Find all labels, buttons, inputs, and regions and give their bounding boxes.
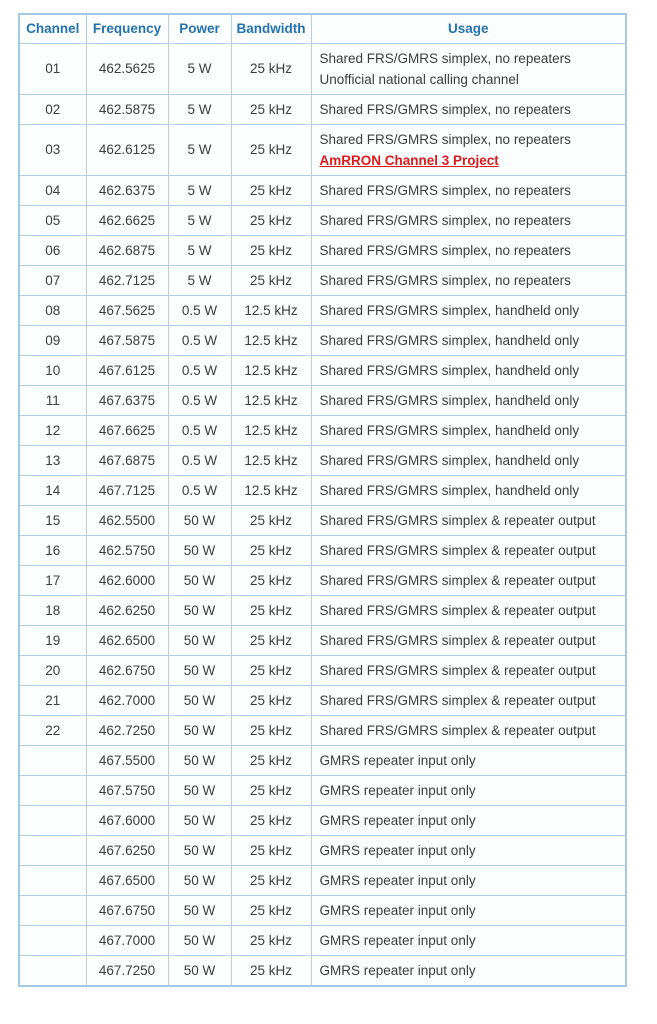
bandwidth-cell: 25 kHz [231,124,311,175]
frequency-cell: 467.6375 [86,385,168,415]
power-cell: 50 W [168,655,231,685]
frequency-cell: 462.7250 [86,715,168,745]
bandwidth-cell: 25 kHz [231,925,311,955]
channel-cell [19,865,86,895]
frequency-cell: 462.6250 [86,595,168,625]
usage-text: Shared FRS/GMRS simplex, no repeaters [319,131,571,147]
channel-cell: 02 [19,94,86,124]
usage-text: GMRS repeater input only [319,752,476,768]
frequency-cell: 467.6625 [86,415,168,445]
usage-cell [311,955,626,986]
frequency-cell: 467.7000 [86,925,168,955]
frequency-cell: 467.7125 [86,475,168,505]
frequency-cell: 462.6625 [86,205,168,235]
bandwidth-cell: 25 kHz [231,535,311,565]
usage-cell [311,295,626,325]
channel-cell: 16 [19,535,86,565]
frequency-cell: 462.6500 [86,625,168,655]
channel-cell [19,835,86,865]
table-row [19,835,626,865]
channel-cell: 21 [19,685,86,715]
table-header [19,14,626,43]
table-row [19,355,626,385]
channel-cell: 13 [19,445,86,475]
channel-cell: 06 [19,235,86,265]
usage-cell [311,325,626,355]
usage-cell [311,385,626,415]
frequency-cell: 467.6500 [86,865,168,895]
power-cell: 50 W [168,775,231,805]
usage-cell [311,625,626,655]
channel-cell: 11 [19,385,86,415]
bandwidth-cell: 12.5 kHz [231,325,311,355]
usage-cell [311,94,626,124]
usage-cell [311,655,626,685]
usage-text: Shared FRS/GMRS simplex, handheld only [319,392,580,408]
frequency-cell: 467.5500 [86,745,168,775]
bandwidth-cell: 25 kHz [231,775,311,805]
bandwidth-cell: 25 kHz [231,43,311,94]
power-cell: 50 W [168,535,231,565]
channel-cell [19,895,86,925]
usage-text: GMRS repeater input only [319,872,476,888]
frequency-cell: 467.6250 [86,835,168,865]
table-row [19,715,626,745]
usage-text: GMRS repeater input only [319,842,476,858]
usage-text: Shared FRS/GMRS simplex, handheld only [319,452,580,468]
usage-cell [311,124,626,175]
power-cell: 0.5 W [168,475,231,505]
bandwidth-cell: 25 kHz [231,205,311,235]
table-row [19,955,626,986]
column-header-bandwidth: Bandwidth [231,14,311,43]
table-row [19,235,626,265]
channel-cell: 01 [19,43,86,94]
table-row [19,295,626,325]
power-cell: 5 W [168,235,231,265]
table-row [19,94,626,124]
power-cell: 0.5 W [168,355,231,385]
table-row [19,895,626,925]
column-header-power: Power [168,14,231,43]
bandwidth-cell: 25 kHz [231,94,311,124]
usage-text: Shared FRS/GMRS simplex, handheld only [319,302,580,318]
power-cell: 0.5 W [168,295,231,325]
power-cell: 0.5 W [168,445,231,475]
bandwidth-cell: 12.5 kHz [231,385,311,415]
channel-cell: 03 [19,124,86,175]
bandwidth-cell: 25 kHz [231,595,311,625]
column-header-usage: Usage [311,14,626,43]
table-row [19,265,626,295]
power-cell: 50 W [168,865,231,895]
power-cell: 50 W [168,955,231,986]
power-cell: 50 W [168,715,231,745]
usage-cell [311,475,626,505]
usage-cell [311,535,626,565]
usage-text: Shared FRS/GMRS simplex, no repeaters [319,182,571,198]
usage-text: GMRS repeater input only [319,902,476,918]
amrron-channel-3-link[interactable]: AmRRON Channel 3 Project [319,152,499,168]
header-row [19,14,626,43]
usage-text: Shared FRS/GMRS simplex, no repeaters [319,212,571,228]
bandwidth-cell: 12.5 kHz [231,355,311,385]
channel-cell [19,955,86,986]
channel-cell: 17 [19,565,86,595]
usage-text: Shared FRS/GMRS simplex, handheld only [319,422,580,438]
bandwidth-cell: 12.5 kHz [231,295,311,325]
power-cell: 50 W [168,595,231,625]
bandwidth-cell: 25 kHz [231,805,311,835]
usage-text: Shared FRS/GMRS simplex & repeater output [319,722,596,738]
frequency-cell: 462.6375 [86,175,168,205]
channel-cell: 22 [19,715,86,745]
usage-cell [311,235,626,265]
usage-cell [311,205,626,235]
power-cell: 50 W [168,835,231,865]
channel-cell: 19 [19,625,86,655]
usage-text: Shared FRS/GMRS simplex, no repeaters [319,101,571,117]
frequency-cell: 462.5500 [86,505,168,535]
power-cell: 5 W [168,94,231,124]
usage-text: Shared FRS/GMRS simplex & repeater output [319,632,596,648]
bandwidth-cell: 25 kHz [231,745,311,775]
frequency-cell: 462.6875 [86,235,168,265]
bandwidth-cell: 25 kHz [231,955,311,986]
table-row [19,925,626,955]
frequency-cell: 467.5875 [86,325,168,355]
usage-text: Shared FRS/GMRS simplex & repeater output [319,542,596,558]
usage-cell [311,835,626,865]
bandwidth-cell: 25 kHz [231,565,311,595]
usage-text: Shared FRS/GMRS simplex & repeater output [319,512,596,528]
channel-cell: 12 [19,415,86,445]
usage-cell [311,745,626,775]
power-cell: 0.5 W [168,385,231,415]
frequency-cell: 467.5750 [86,775,168,805]
frequency-cell: 467.6125 [86,355,168,385]
bandwidth-cell: 12.5 kHz [231,475,311,505]
bandwidth-cell: 25 kHz [231,625,311,655]
usage-cell [311,865,626,895]
frequency-cell: 462.5750 [86,535,168,565]
usage-cell [311,565,626,595]
table-row [19,745,626,775]
power-cell: 5 W [168,175,231,205]
channel-cell: 20 [19,655,86,685]
channel-cell: 09 [19,325,86,355]
power-cell: 50 W [168,895,231,925]
usage-text: Shared FRS/GMRS simplex, no repeaters [319,272,571,288]
frequency-cell: 467.7250 [86,955,168,986]
frequency-cell: 462.7000 [86,685,168,715]
table-row [19,625,626,655]
frequency-cell: 467.6000 [86,805,168,835]
channel-cell: 10 [19,355,86,385]
usage-text: Shared FRS/GMRS simplex, no repeaters [319,242,571,258]
channel-cell [19,745,86,775]
frequency-cell: 462.6125 [86,124,168,175]
usage-cell [311,925,626,955]
frequency-cell: 467.6875 [86,445,168,475]
frequency-cell: 462.5625 [86,43,168,94]
table-row [19,124,626,175]
frequency-cell: 467.5625 [86,295,168,325]
bandwidth-cell: 12.5 kHz [231,445,311,475]
power-cell: 0.5 W [168,415,231,445]
bandwidth-cell: 25 kHz [231,865,311,895]
usage-text: Shared FRS/GMRS simplex, no repeaters [319,50,571,66]
usage-cell [311,805,626,835]
frequency-cell: 467.6750 [86,895,168,925]
power-cell: 50 W [168,745,231,775]
usage-text: Shared FRS/GMRS simplex & repeater output [319,602,596,618]
frs-gmrs-channel-table [18,13,627,987]
table-row [19,385,626,415]
usage-text: GMRS repeater input only [319,962,476,978]
usage-text: Shared FRS/GMRS simplex & repeater output [319,662,596,678]
channel-cell: 04 [19,175,86,205]
power-cell: 50 W [168,565,231,595]
channel-cell [19,925,86,955]
bandwidth-cell: 25 kHz [231,895,311,925]
usage-text: Shared FRS/GMRS simplex, handheld only [319,332,580,348]
frequency-cell: 462.6750 [86,655,168,685]
table-row [19,175,626,205]
usage-text: Shared FRS/GMRS simplex, handheld only [319,362,580,378]
power-cell: 50 W [168,505,231,535]
table-row [19,865,626,895]
bandwidth-cell: 12.5 kHz [231,415,311,445]
usage-cell [311,715,626,745]
frequency-cell: 462.6000 [86,565,168,595]
power-cell: 50 W [168,805,231,835]
usage-cell [311,415,626,445]
bandwidth-cell: 25 kHz [231,505,311,535]
table-row [19,475,626,505]
usage-cell [311,895,626,925]
table-body [19,43,626,986]
table-row [19,595,626,625]
table-row [19,445,626,475]
table-row [19,415,626,445]
usage-text: Unofficial national calling channel [319,71,519,87]
usage-cell [311,355,626,385]
table-row [19,505,626,535]
power-cell: 5 W [168,265,231,295]
power-cell: 5 W [168,43,231,94]
usage-text: Shared FRS/GMRS simplex & repeater output [319,692,596,708]
usage-cell [311,445,626,475]
power-cell: 50 W [168,625,231,655]
table-row [19,43,626,94]
usage-cell [311,775,626,805]
table-row [19,325,626,355]
table-row [19,205,626,235]
usage-cell [311,505,626,535]
usage-cell [311,265,626,295]
usage-cell [311,685,626,715]
table-row [19,805,626,835]
usage-text: Shared FRS/GMRS simplex, handheld only [319,482,580,498]
usage-text: GMRS repeater input only [319,782,476,798]
usage-cell [311,595,626,625]
power-cell: 5 W [168,205,231,235]
bandwidth-cell: 25 kHz [231,235,311,265]
usage-cell [311,175,626,205]
channel-cell: 18 [19,595,86,625]
channel-cell: 07 [19,265,86,295]
bandwidth-cell: 25 kHz [231,685,311,715]
table-row [19,535,626,565]
power-cell: 0.5 W [168,325,231,355]
power-cell: 50 W [168,925,231,955]
table-row [19,565,626,595]
usage-text: GMRS repeater input only [319,932,476,948]
channel-cell: 05 [19,205,86,235]
column-header-frequency: Frequency [86,14,168,43]
frequency-cell: 462.7125 [86,265,168,295]
bandwidth-cell: 25 kHz [231,175,311,205]
power-cell: 5 W [168,124,231,175]
channel-cell [19,805,86,835]
table-row [19,685,626,715]
bandwidth-cell: 25 kHz [231,715,311,745]
frequency-cell: 462.5875 [86,94,168,124]
table-row [19,655,626,685]
usage-cell [311,43,626,94]
usage-text: Shared FRS/GMRS simplex & repeater output [319,572,596,588]
column-header-channel: Channel [19,14,86,43]
channel-cell: 15 [19,505,86,535]
bandwidth-cell: 25 kHz [231,835,311,865]
power-cell: 50 W [168,685,231,715]
channel-cell: 08 [19,295,86,325]
channel-cell [19,775,86,805]
table-row [19,775,626,805]
channel-table-container [18,13,627,987]
bandwidth-cell: 25 kHz [231,265,311,295]
bandwidth-cell: 25 kHz [231,655,311,685]
usage-text: GMRS repeater input only [319,812,476,828]
channel-cell: 14 [19,475,86,505]
